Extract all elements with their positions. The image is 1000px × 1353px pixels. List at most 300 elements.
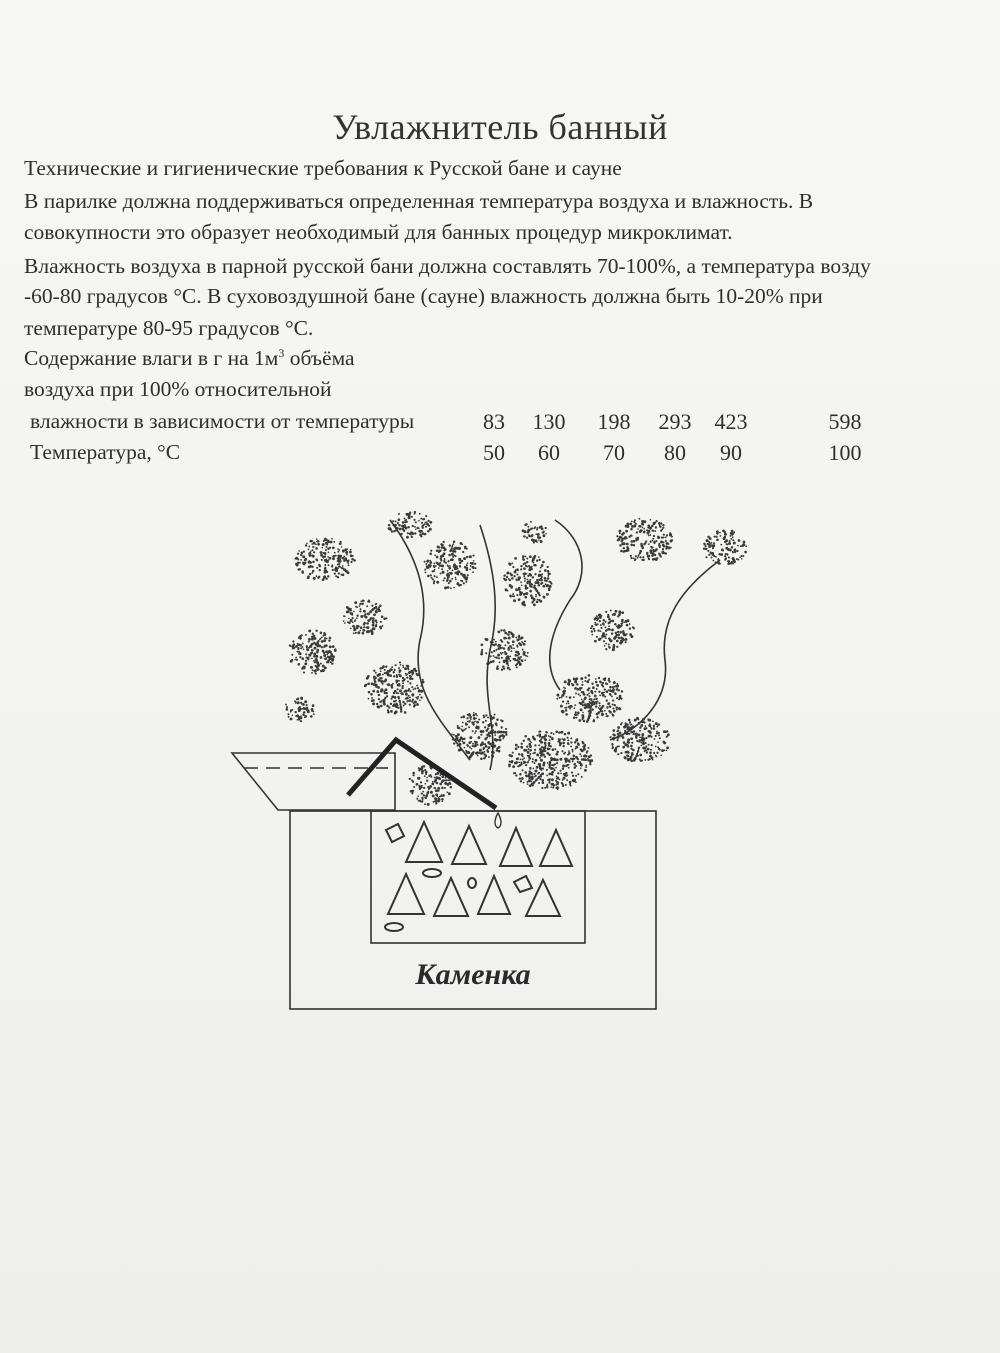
steam-dot bbox=[443, 579, 445, 581]
steam-dot bbox=[617, 726, 620, 729]
steam-dot bbox=[643, 531, 646, 534]
steam-dot bbox=[655, 548, 658, 551]
steam-dot bbox=[499, 661, 501, 663]
steam-dot bbox=[466, 751, 469, 754]
steam-dot bbox=[668, 543, 670, 545]
steam-dot bbox=[412, 772, 415, 775]
steam-dot bbox=[656, 520, 658, 522]
steam-dot bbox=[562, 745, 564, 747]
steam-dot bbox=[316, 567, 318, 569]
steam-dot bbox=[553, 768, 555, 770]
steam-dot bbox=[633, 521, 635, 523]
steam-dot bbox=[662, 552, 664, 554]
steam-dot bbox=[513, 595, 515, 597]
steam-dot bbox=[448, 792, 451, 795]
steam-dot bbox=[730, 532, 733, 535]
steam-dot bbox=[560, 731, 563, 734]
steam-dot bbox=[294, 711, 296, 713]
steam-dot bbox=[295, 657, 297, 659]
steam-dot bbox=[612, 689, 614, 691]
steam-dot bbox=[534, 776, 536, 778]
steam-dot bbox=[639, 550, 642, 553]
steam-dot bbox=[565, 681, 567, 683]
steam-dot bbox=[509, 645, 512, 648]
steam-dot bbox=[546, 769, 548, 771]
steam-dot bbox=[475, 743, 477, 745]
steam-dot bbox=[309, 554, 311, 556]
steam-dot bbox=[359, 603, 361, 605]
steam-dot bbox=[644, 750, 646, 752]
steam-dot bbox=[616, 640, 619, 643]
steam-dot bbox=[398, 518, 401, 521]
steam-dot bbox=[320, 638, 322, 640]
steam-dot bbox=[504, 651, 506, 653]
steam-dot bbox=[604, 645, 606, 647]
steam-dot bbox=[506, 572, 509, 575]
steam-dot bbox=[509, 656, 511, 658]
steam-dot bbox=[623, 741, 626, 744]
steam-dot bbox=[346, 610, 348, 612]
steam-dot bbox=[315, 544, 317, 546]
steam-dot bbox=[292, 714, 294, 716]
steam-dot bbox=[587, 747, 589, 749]
steam-dot bbox=[666, 730, 668, 732]
steam-dot bbox=[535, 594, 537, 596]
steam-dot bbox=[550, 732, 552, 734]
steam-dot bbox=[604, 626, 606, 628]
steam-dot bbox=[633, 730, 636, 733]
steam-dot bbox=[516, 594, 518, 596]
steam-dot bbox=[543, 596, 545, 598]
steam-dot bbox=[500, 629, 502, 631]
steam-dot bbox=[296, 651, 298, 653]
steam-dot bbox=[571, 705, 573, 707]
steam-dot bbox=[382, 683, 384, 685]
steam-dot bbox=[472, 567, 474, 569]
steam-dot bbox=[407, 526, 409, 528]
steam-dot bbox=[630, 745, 633, 748]
steam-dot bbox=[522, 660, 524, 662]
steam-dot bbox=[418, 777, 420, 779]
steam-dot bbox=[665, 540, 667, 542]
steam-dot bbox=[534, 759, 537, 762]
steam-dot bbox=[620, 752, 622, 754]
steam-dot bbox=[292, 643, 295, 646]
steam-dot bbox=[526, 537, 528, 539]
steam-dot bbox=[399, 674, 402, 677]
steam-dot bbox=[425, 515, 427, 517]
steam-dot bbox=[359, 605, 361, 607]
steam-dot bbox=[654, 530, 656, 532]
steam-dot bbox=[315, 630, 317, 632]
steam-dot bbox=[466, 717, 468, 719]
steam-dot bbox=[557, 741, 559, 743]
steam-dot bbox=[530, 568, 532, 570]
steam-dot bbox=[608, 625, 610, 627]
steam-dot bbox=[315, 673, 317, 675]
steam-dot bbox=[605, 643, 607, 645]
steam-dot bbox=[565, 775, 567, 777]
steam-dot bbox=[444, 787, 446, 789]
steam-dot bbox=[651, 728, 653, 730]
steam-dot bbox=[633, 540, 636, 543]
steam-dot bbox=[439, 562, 441, 564]
steam-dot bbox=[660, 754, 662, 756]
steam-dot bbox=[507, 666, 510, 669]
steam-dot bbox=[546, 784, 548, 786]
steam-dot bbox=[561, 738, 563, 740]
steam-dot bbox=[570, 745, 572, 747]
steam-dot bbox=[599, 694, 601, 696]
steam-dot bbox=[630, 724, 632, 726]
steam-dot bbox=[434, 569, 436, 571]
steam-dot bbox=[354, 620, 356, 622]
steam-dot bbox=[574, 714, 576, 716]
steam-dot bbox=[434, 575, 436, 577]
steam-dot bbox=[616, 709, 618, 711]
steam-dot bbox=[520, 565, 522, 567]
steam-dot bbox=[313, 660, 315, 662]
steam-dot bbox=[625, 530, 628, 533]
steam-dot bbox=[482, 748, 484, 750]
steam-dot bbox=[302, 713, 304, 715]
steam-dot bbox=[315, 643, 318, 646]
steam-dot bbox=[419, 513, 421, 515]
steam-dot bbox=[642, 556, 644, 558]
steam-dot bbox=[380, 670, 382, 672]
steam-dot bbox=[729, 540, 731, 542]
steam-dot bbox=[312, 546, 314, 548]
steam-dot bbox=[608, 618, 611, 621]
steam-dot bbox=[463, 742, 466, 745]
steam-dot bbox=[599, 680, 601, 682]
steam-dot bbox=[497, 654, 500, 657]
steam-dot bbox=[463, 582, 465, 584]
steam-dot bbox=[533, 562, 535, 564]
steam-dot bbox=[634, 559, 636, 561]
steam-dot bbox=[599, 705, 601, 707]
steam-dot bbox=[614, 623, 617, 626]
steam-dot bbox=[598, 702, 600, 704]
steam-dot bbox=[534, 588, 536, 590]
steam-dot bbox=[323, 540, 325, 542]
steam-dot bbox=[651, 744, 653, 746]
steam-dot bbox=[375, 606, 378, 609]
steam-dot bbox=[455, 572, 458, 575]
steam-dot bbox=[521, 641, 523, 643]
steam-dot bbox=[547, 584, 549, 586]
steam-dot bbox=[384, 698, 386, 700]
steam-dot bbox=[370, 693, 373, 696]
steam-dot bbox=[434, 787, 436, 789]
steam-dot bbox=[541, 769, 543, 771]
steam-dot bbox=[411, 693, 414, 696]
steam-dot bbox=[446, 783, 449, 786]
steam-dot bbox=[563, 777, 566, 780]
steam-dot bbox=[732, 552, 734, 554]
steam-dot bbox=[311, 540, 313, 542]
steam-dot bbox=[325, 549, 327, 551]
steam-dot bbox=[549, 739, 551, 741]
steam-dot bbox=[719, 532, 721, 534]
steam-dot bbox=[367, 682, 370, 685]
steam-dot bbox=[409, 511, 411, 513]
steam-dot bbox=[499, 646, 501, 648]
steam-dot bbox=[463, 729, 465, 731]
steam-dot bbox=[489, 735, 491, 737]
steam-dot bbox=[520, 592, 523, 595]
steam-dot bbox=[430, 574, 432, 576]
steam-dot bbox=[457, 733, 460, 736]
steam-dot bbox=[572, 751, 574, 753]
steam-dot bbox=[547, 566, 549, 568]
steam-dot bbox=[562, 765, 565, 768]
steam-dot bbox=[419, 694, 421, 696]
steam-dot bbox=[440, 543, 442, 545]
steam-dot bbox=[484, 743, 486, 745]
steam-dot bbox=[573, 716, 576, 719]
steam-dot bbox=[633, 525, 636, 528]
steam-dot bbox=[575, 775, 577, 777]
steam-dot bbox=[633, 544, 635, 546]
steam-dot bbox=[337, 554, 340, 557]
steam-dot bbox=[548, 773, 550, 775]
steam-dot bbox=[546, 786, 548, 788]
steam-dot bbox=[485, 745, 488, 748]
steam-dot bbox=[394, 712, 397, 715]
steam-dot bbox=[512, 562, 514, 564]
steam-dot bbox=[290, 718, 292, 720]
steam-dot bbox=[321, 646, 323, 648]
steam-dot bbox=[662, 524, 664, 526]
steam-dot bbox=[466, 556, 468, 558]
steam-dot bbox=[389, 528, 392, 531]
steam-dot bbox=[347, 571, 350, 574]
steam-dot bbox=[503, 629, 506, 632]
steam-dot bbox=[606, 715, 608, 717]
steam-dot bbox=[584, 769, 587, 772]
steam-dot bbox=[655, 722, 658, 725]
steam-dot bbox=[350, 628, 352, 630]
steam-dot bbox=[540, 749, 543, 752]
steam-dot bbox=[452, 545, 454, 547]
steam-dot bbox=[720, 535, 722, 537]
steam-dot bbox=[462, 715, 465, 718]
steam-dot bbox=[402, 682, 404, 684]
steam-dot bbox=[520, 581, 522, 583]
steam-dot bbox=[579, 753, 581, 755]
steam-dot bbox=[545, 527, 547, 529]
steam-dot bbox=[539, 765, 542, 768]
steam-dot bbox=[470, 741, 472, 743]
steam-dot bbox=[303, 711, 306, 714]
steam-dot bbox=[431, 577, 433, 579]
steam-dot bbox=[612, 708, 614, 710]
steam-dot bbox=[430, 550, 432, 552]
steam-dot bbox=[479, 749, 482, 752]
steam-dot bbox=[526, 579, 528, 581]
steam-dot bbox=[419, 786, 422, 789]
steam-dot bbox=[480, 743, 483, 746]
steam-dot bbox=[563, 752, 565, 754]
steam-dot bbox=[529, 555, 532, 558]
steam-dot bbox=[586, 752, 588, 754]
steam-dot bbox=[441, 568, 443, 570]
steam-dot bbox=[387, 672, 389, 674]
steam-dot bbox=[460, 542, 463, 545]
steam-dot bbox=[588, 693, 590, 695]
steam-dot bbox=[399, 669, 402, 672]
steam-dot bbox=[518, 587, 520, 589]
steam-dot bbox=[495, 641, 497, 643]
steam-dot bbox=[321, 636, 323, 638]
steam-dot bbox=[403, 529, 406, 532]
steam-dot bbox=[316, 651, 319, 654]
steam-dot bbox=[524, 562, 526, 564]
steam-dot bbox=[301, 552, 304, 555]
steam-dot bbox=[653, 724, 655, 726]
steam-dot bbox=[554, 758, 556, 760]
steam-dot bbox=[408, 669, 410, 671]
steam-dot bbox=[453, 734, 455, 736]
steam-dot bbox=[308, 638, 311, 641]
steam-dot bbox=[413, 705, 415, 707]
steam-dot bbox=[623, 547, 625, 549]
steam-dot bbox=[303, 551, 305, 553]
steam-dot bbox=[649, 723, 651, 725]
steam-dot bbox=[584, 677, 586, 679]
steam-dot bbox=[523, 653, 526, 656]
steam-dot bbox=[426, 777, 428, 779]
steam-dot bbox=[722, 550, 724, 552]
steam-dot bbox=[575, 711, 577, 713]
steam-dot bbox=[660, 541, 663, 544]
steam-dot bbox=[716, 538, 719, 541]
steam-dot bbox=[510, 585, 513, 588]
steam-dot bbox=[504, 644, 506, 646]
steam-dot bbox=[327, 575, 329, 577]
steam-dot bbox=[531, 566, 533, 568]
steam-dot bbox=[482, 721, 484, 723]
steam-dot bbox=[612, 648, 615, 651]
steam-dot bbox=[424, 569, 426, 571]
steam-dot bbox=[613, 681, 616, 684]
steam-dot bbox=[634, 719, 637, 722]
steam-lines bbox=[390, 520, 720, 770]
steam-dot bbox=[654, 554, 656, 556]
steam-dot bbox=[416, 798, 418, 800]
steam-dot bbox=[526, 523, 528, 525]
steam-dot bbox=[616, 697, 618, 699]
steam-dot bbox=[524, 640, 526, 642]
steam-dot bbox=[730, 538, 732, 540]
steam-dot bbox=[537, 533, 540, 536]
steam-dot bbox=[459, 738, 461, 740]
steam-dot bbox=[537, 536, 540, 539]
steam-dot bbox=[351, 617, 353, 619]
steam-dot bbox=[422, 791, 424, 793]
steam-dot bbox=[366, 605, 368, 607]
steam-dot bbox=[433, 565, 435, 567]
steam-dot bbox=[450, 559, 452, 561]
steam-dot bbox=[612, 714, 614, 716]
steam-dot bbox=[324, 552, 326, 554]
steam-dot bbox=[614, 749, 617, 752]
steam-dot bbox=[621, 540, 623, 542]
steam-dot bbox=[667, 735, 669, 737]
steam-dot bbox=[594, 640, 597, 643]
steam-dot bbox=[602, 685, 604, 687]
steam-dot bbox=[524, 555, 526, 557]
steam-dot bbox=[550, 745, 552, 747]
steam-dot bbox=[726, 553, 728, 555]
steam-dot bbox=[306, 542, 308, 544]
steam-dot bbox=[496, 747, 498, 749]
steam-dot bbox=[662, 548, 664, 550]
steam-dot bbox=[433, 582, 435, 584]
steam-dot bbox=[611, 629, 614, 632]
steam-dot bbox=[323, 654, 326, 657]
steam-dot bbox=[530, 536, 532, 538]
steam-dot bbox=[460, 580, 462, 582]
steam-dot bbox=[501, 657, 503, 659]
steam-dot bbox=[512, 595, 514, 597]
steam-dot bbox=[653, 541, 656, 544]
steam-dot bbox=[590, 627, 592, 629]
steam-dot bbox=[537, 777, 539, 779]
steam-dot bbox=[409, 671, 412, 674]
table-caption-end: объёма bbox=[284, 346, 355, 371]
steam-dot bbox=[518, 642, 521, 645]
steam-dot bbox=[485, 652, 487, 654]
steam-dot bbox=[406, 536, 409, 539]
steam-dot bbox=[618, 610, 621, 613]
steam-dot bbox=[474, 732, 476, 734]
steam-dot bbox=[381, 700, 383, 702]
steam-dot bbox=[715, 556, 717, 558]
steam-dot bbox=[487, 717, 489, 719]
steam-dot bbox=[522, 557, 524, 559]
steam-dot bbox=[364, 611, 366, 613]
steam-dot bbox=[525, 565, 527, 567]
steam-dot bbox=[544, 750, 546, 752]
steam-dot bbox=[631, 742, 633, 744]
steam-dot bbox=[540, 567, 542, 569]
table-cell: 130 bbox=[532, 409, 566, 434]
steam-dot bbox=[724, 531, 726, 533]
steam-dot bbox=[583, 693, 586, 696]
table-cell: 423 bbox=[714, 409, 748, 434]
steam-dot bbox=[521, 777, 524, 780]
steam-dot bbox=[628, 742, 630, 744]
steam-dot bbox=[494, 656, 496, 658]
steam-dot bbox=[640, 741, 642, 743]
steam-dot bbox=[624, 536, 627, 539]
steam-dot bbox=[725, 539, 728, 542]
steam-dot bbox=[540, 741, 543, 744]
steam-dot bbox=[577, 743, 579, 745]
steam-dot bbox=[300, 652, 302, 654]
steam-dot bbox=[311, 649, 314, 652]
steam-dot bbox=[582, 701, 585, 704]
steam-dot bbox=[624, 722, 627, 725]
steam-dot bbox=[404, 518, 406, 520]
steam-dot bbox=[578, 761, 581, 764]
steam-dot bbox=[729, 535, 731, 537]
steam-dot bbox=[441, 798, 444, 801]
steam-dot bbox=[548, 782, 550, 784]
steam-dot bbox=[483, 716, 485, 718]
